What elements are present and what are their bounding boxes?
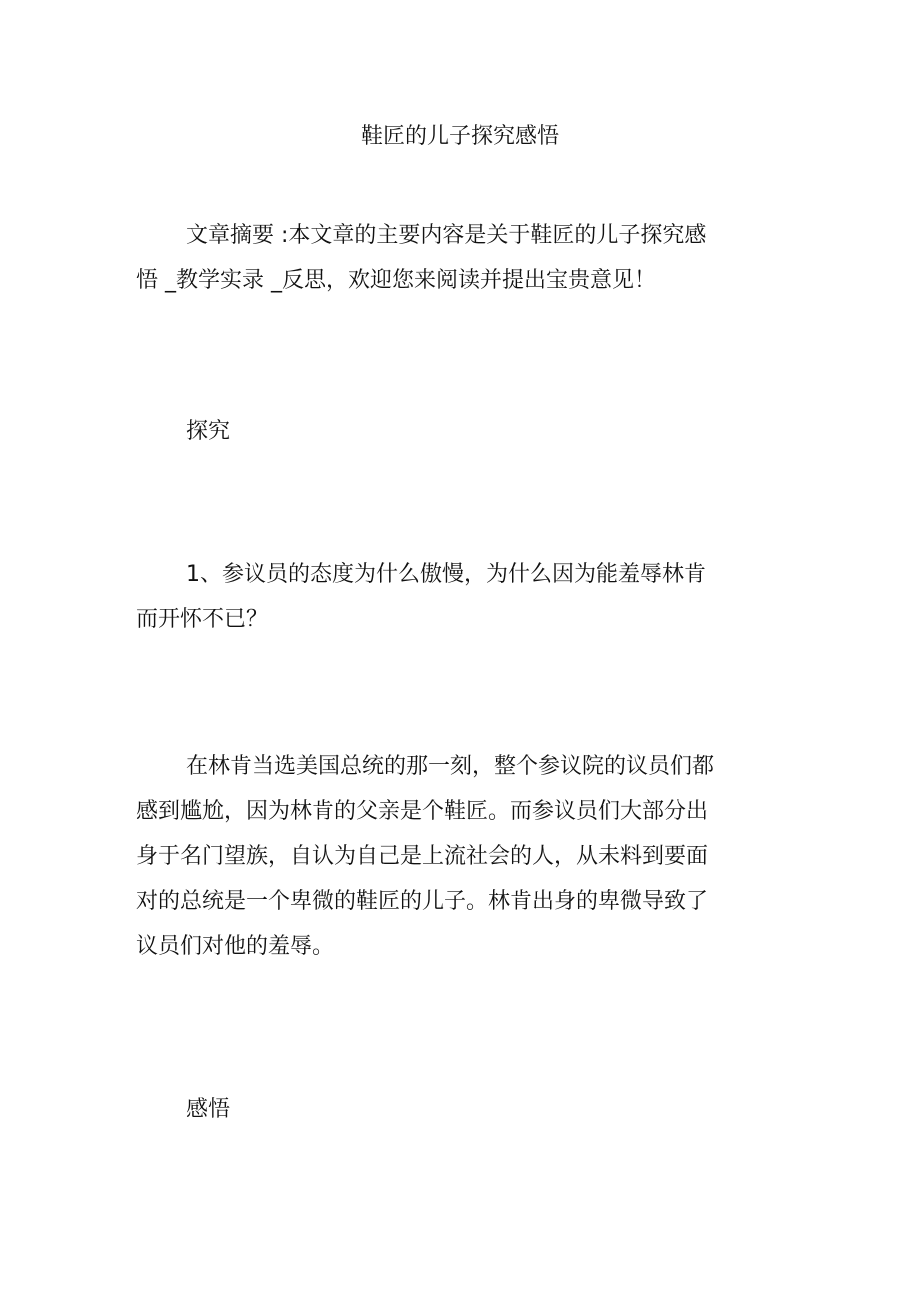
question-line-1: 1、参议员的态度为什么傲慢，为什么因为能羞辱林肯 (186, 562, 706, 587)
answer-line-4: 对的总统是一个卑微的鞋匠的儿子。林肯出身的卑微导致了 (136, 889, 709, 914)
section-heading-explore: 探究 (186, 419, 231, 444)
answer-line-5: 议员们对他的羞辱。 (136, 934, 335, 959)
answer-line-2: 感到尴尬，因为林肯的父亲是个鞋匠。而参议员们大部分出 (136, 799, 709, 824)
abstract-paragraph (136, 213, 776, 303)
question-line-2: 而开怀不已？ (136, 607, 269, 632)
answer-line-3: 身于名门望族，自认为自己是上流社会的人，从未料到要面 (136, 844, 709, 869)
answer-paragraph (136, 744, 776, 969)
abstract-line-2: 悟 _教学实录 _反思，欢迎您来阅读并提出宝贵意见！ (136, 268, 656, 293)
section-heading-insight: 感悟 (186, 1097, 231, 1122)
abstract-line-1: 文章摘要 :本文章的主要内容是关于鞋匠的儿子探究感 (186, 223, 707, 248)
answer-line-1: 在林肯当选美国总统的那一刻，整个参议院的议员们都 (186, 754, 715, 779)
document-title: 鞋匠的儿子探究感悟 (360, 124, 559, 149)
question-paragraph (136, 552, 776, 642)
